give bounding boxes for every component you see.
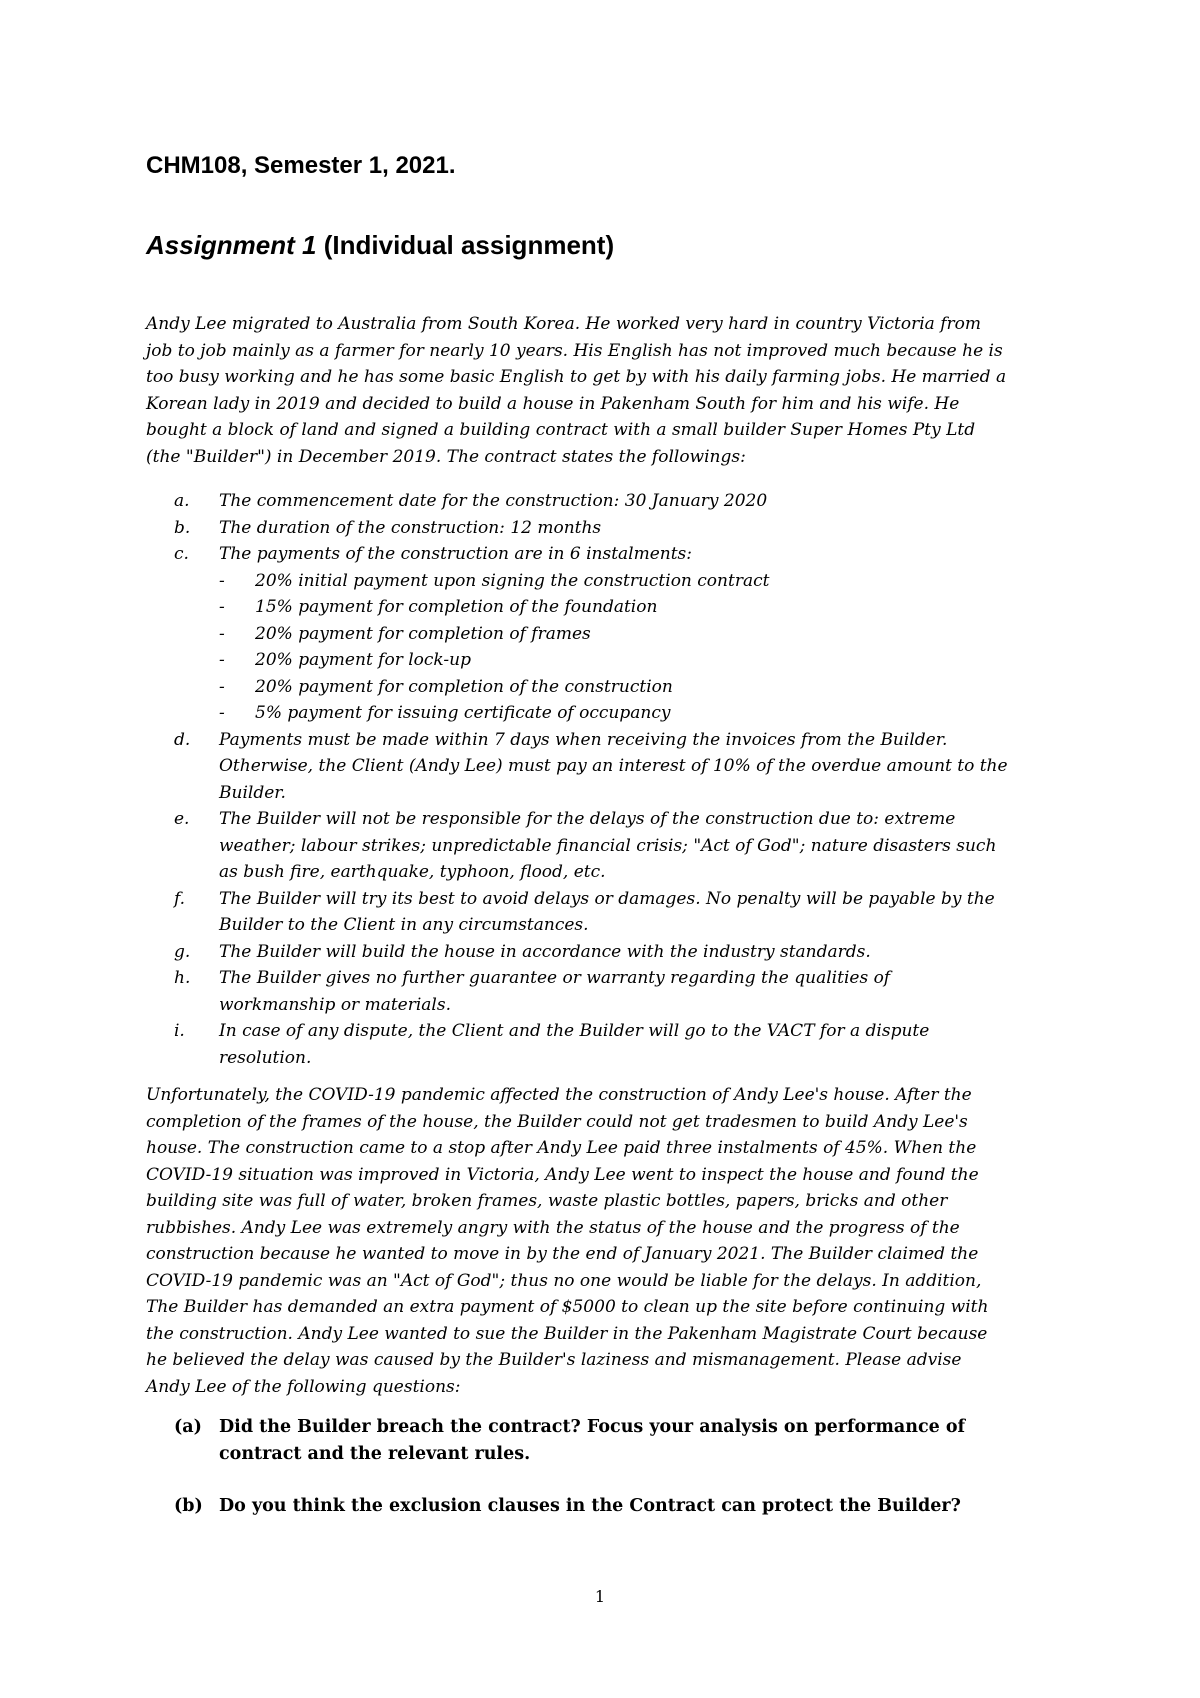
assignment-title-number: Assignment 1 <box>146 230 317 260</box>
question-line: Did the Builder breach the contract? Focus your analysis on performance of <box>219 1417 966 1437</box>
term-line: Builder. <box>219 782 286 803</box>
dash-bullet: - <box>219 703 225 723</box>
term-line: The Builder will not be responsible for the delays of the construction due to: extreme <box>219 809 956 829</box>
term-line: The Builder will try its best to avoid delays or damages. No penalty will be payable by the <box>219 888 995 909</box>
term-line: The duration of the construction: 12 months <box>219 517 602 538</box>
scenario-line: construction because he wanted to move in by the end of January 2021. The Builder claimed the <box>146 1244 979 1264</box>
question-marker: (a) <box>174 1417 202 1437</box>
dash-bullet: - <box>219 650 225 670</box>
scenario-paragraph <box>146 1082 988 1400</box>
scenario-line: The Builder has demanded an extra payment of $5000 to clean up the site before continuing with <box>146 1297 989 1317</box>
dash-bullet: - <box>219 623 225 644</box>
instalment-text: 20% payment for completion of frames <box>255 623 591 644</box>
assignment-title-type: (Individual assignment) <box>323 230 615 260</box>
dash-bullet: - <box>219 570 225 591</box>
contract-term-b <box>174 515 1008 542</box>
term-line: Builder to the Client in any circumstances. <box>219 915 589 935</box>
intro-line: bought a block of land and signed a building contract with a small builder Super Homes Pty Ltd <box>146 420 976 440</box>
contract-term-f <box>174 886 1008 939</box>
instalment-item <box>219 700 1008 727</box>
term-line: The commencement date for the construction: 30 January 2020 <box>219 491 768 511</box>
term-line: Payments must be made within 7 days when receiving the invoices from the Builder. <box>219 729 948 750</box>
term-marker: i. <box>174 1021 185 1041</box>
scenario-line: COVID-19 situation was improved in Victoria, Andy Lee went to inspect the house and found the <box>146 1164 979 1185</box>
scenario-line: building site was full of water, broken frames, waste plastic bottles, papers, bricks and other <box>146 1191 948 1211</box>
question-a <box>174 1414 965 1468</box>
term-line: The payments of the construction are in 6 instalments: <box>219 544 693 564</box>
scenario-line: Unfortunately, the COVID-19 pandemic affected the construction of Andy Lee's house. After the <box>146 1085 972 1105</box>
contract-term-c <box>174 541 1008 727</box>
contract-term-i <box>174 1018 1008 1071</box>
instalment-text: 20% initial payment upon signing the construction contract <box>255 570 770 591</box>
contract-term-h <box>174 965 1008 1018</box>
instalment-text: 15% payment for completion of the foundation <box>255 597 658 617</box>
instalment-item <box>219 594 1008 621</box>
scenario-line: house. The construction came to a stop after Andy Lee paid three instalments of 45%. When the <box>146 1138 977 1158</box>
intro-line: Andy Lee migrated to Australia from South Korea. He worked very hard in country Victoria from <box>146 314 981 334</box>
instalment-text: 20% payment for completion of the construction <box>255 676 673 697</box>
scenario-line: the construction. Andy Lee wanted to sue the Builder in the Pakenham Magistrate Court because <box>146 1323 988 1344</box>
contract-term-g <box>174 939 1008 966</box>
instalment-text: 5% payment for issuing certificate of occupancy <box>255 703 671 723</box>
question-line: contract and the relevant rules. <box>219 1444 531 1464</box>
contract-term-d <box>174 727 1008 807</box>
term-marker: a. <box>174 491 190 511</box>
term-marker: f. <box>174 888 186 909</box>
questions-list <box>174 1414 965 1520</box>
term-marker: e. <box>174 809 190 829</box>
question-b <box>174 1493 965 1520</box>
intro-line: job to job mainly as a farmer for nearly 10 years. His English has not improved much because he is <box>146 340 1003 361</box>
question-line: Do you think the exclusion clauses in the Contract can protect the Builder? <box>219 1496 961 1516</box>
term-marker: d. <box>174 729 191 750</box>
term-marker: h. <box>174 968 191 988</box>
instalment-item <box>219 621 1008 648</box>
contract-term-e <box>174 806 1008 886</box>
intro-line: (the "Builder") in December 2019. The contract states the followings: <box>146 446 746 467</box>
term-line: workmanship or materials. <box>219 994 451 1015</box>
instalment-item <box>219 647 1008 674</box>
term-line: The Builder gives no further guarantee or warranty regarding the qualities of <box>219 968 891 988</box>
dash-bullet: - <box>219 676 225 697</box>
question-marker: (b) <box>174 1496 203 1516</box>
page-number: 1 <box>594 1587 606 1606</box>
intro-line: Korean lady in 2019 and decided to build a house in Pakenham South for him and his wife. He <box>146 393 960 414</box>
scenario-line: completion of the frames of the house, the Builder could not get tradesmen to build Andy Lee's <box>146 1111 968 1132</box>
term-line: as bush fire, earthquake, typhoon, flood, etc. <box>219 862 606 882</box>
scenario-line: COVID-19 pandemic was an "Act of God"; thus no one would be liable for the delays. In addition, <box>146 1270 982 1291</box>
instalment-text: 20% payment for lock-up <box>255 650 472 670</box>
assignment-title <box>146 230 614 261</box>
instalments-list <box>219 568 1008 727</box>
term-marker: c. <box>174 544 189 564</box>
term-line: weather; labour strikes; unpredictable financial crisis; "Act of God"; nature disasters such <box>219 835 997 856</box>
intro-paragraph <box>146 311 1006 470</box>
scenario-line: rubbishes. Andy Lee was extremely angry with the status of the house and the progress of the <box>146 1217 960 1238</box>
intro-line: too busy working and he has some basic English to get by with his daily farming jobs. He married a <box>146 367 1007 387</box>
term-marker: b. <box>174 517 191 538</box>
instalment-item <box>219 674 1008 701</box>
course-heading: CHM108, Semester 1, 2021. <box>146 152 456 179</box>
dash-bullet: - <box>219 597 225 617</box>
instalment-item <box>219 568 1008 595</box>
term-marker: g. <box>174 941 191 962</box>
term-line: resolution. <box>219 1047 312 1068</box>
term-line: Otherwise, the Client (Andy Lee) must pay an interest of 10% of the overdue amount to the <box>219 756 1008 776</box>
scenario-line: he believed the delay was caused by the Builder's laziness and mismanagement. Please advise <box>146 1350 962 1370</box>
contract-terms-list <box>174 488 1008 1071</box>
term-line: In case of any dispute, the Client and the Builder will go to the VACT for a dispute <box>219 1021 930 1041</box>
term-line: The Builder will build the house in accordance with the industry standards. <box>219 941 871 962</box>
scenario-line: Andy Lee of the following questions: <box>146 1376 461 1397</box>
contract-term-a <box>174 488 1008 515</box>
